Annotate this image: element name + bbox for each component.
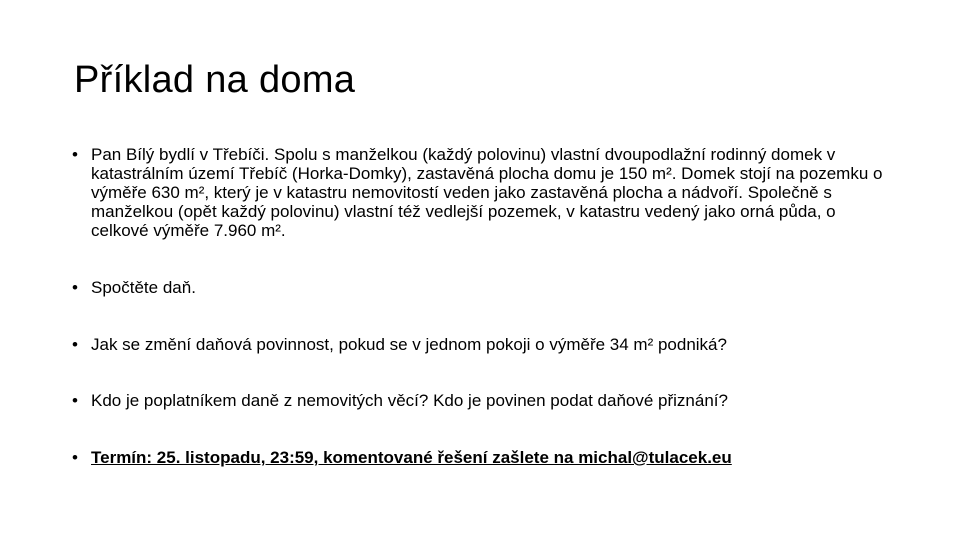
bullet-item-deadline	[72, 448, 888, 467]
bullet-text: Kdo je poplatníkem daně z nemovitých věcí? Kdo je povinen podat daňové přiznání?	[91, 391, 728, 410]
bullet-item-business-question	[72, 335, 888, 354]
bullet-marker: •	[72, 335, 78, 354]
bullet-item-calculate	[72, 278, 888, 297]
bullet-marker: •	[72, 448, 78, 467]
bullet-text: Spočtěte daň.	[91, 278, 196, 297]
deadline-text: Termín: 25. listopadu, 23:59, komentované řešení zašlete na michal@tulacek.eu	[91, 448, 732, 467]
bullet-item-assignment	[72, 145, 888, 240]
slide-title: Příklad na doma	[74, 59, 356, 101]
bullet-marker: •	[72, 391, 78, 410]
bullet-text: Pan Bílý bydlí v Třebíči. Spolu s manželkou (každý polovinu) vlastní dvoupodlažní rodinný domek v katastrálním území Třebíč (Horka-Domky), zastavěná plocha domu je 150 m². Domek stojí na pozemku o výměře 630 m², který je v katastru nemovitostí veden jako zastavěná plocha a nádvoří. Společně s manželkou (opět každý polovinu) vlastní též vedlejší pozemek, v katastru vedený jako orná půda, o celkové výměře 7.960 m².	[91, 145, 883, 240]
bullet-marker: •	[72, 278, 78, 297]
bullet-marker: •	[72, 145, 78, 164]
bullet-item-taxpayer-question	[72, 391, 888, 410]
bullet-text: Jak se změní daňová povinnost, pokud se v jednom pokoji o výměře 34 m² podniká?	[91, 335, 727, 354]
